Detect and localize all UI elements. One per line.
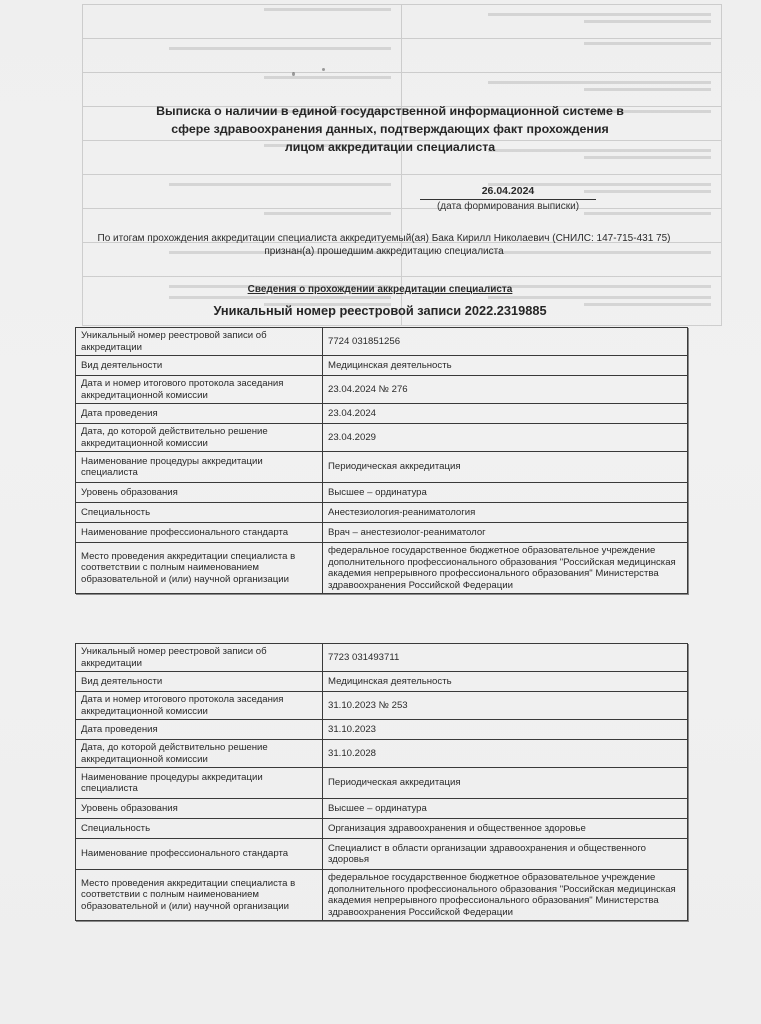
row-value: 23.04.2024 xyxy=(323,404,688,424)
table-row xyxy=(76,720,688,740)
row-label: Вид деятельности xyxy=(76,356,323,376)
row-label: Место проведения аккредитации специалиста в соответствии с полным наименованием образовательной и (или) научной организации xyxy=(76,543,323,594)
row-label: Уникальный номер реестровой записи об аккредитации xyxy=(76,328,323,356)
row-value: 31.10.2023 xyxy=(323,720,688,740)
row-label: Место проведения аккредитации специалиста в соответствии с полным наименованием образовательной и (или) научной организации xyxy=(76,870,323,921)
table-row xyxy=(76,328,688,356)
row-value: Высшее – ординатура xyxy=(323,483,688,503)
row-label: Дата, до которой действительно решение аккредитационной комиссии xyxy=(76,740,323,768)
row-label: Дата и номер итогового протокола заседания аккредитационной комиссии xyxy=(76,376,323,404)
row-value: 31.10.2028 xyxy=(323,740,688,768)
intro-text: По итогам прохождения аккредитации специалиста аккредитуемый(ая) Бака Кирилл Николаевич (СНИЛС: 147-715-431 75) признан(а) прошедшим аккредитацию специалиста xyxy=(97,233,671,257)
formation-date-block xyxy=(420,185,596,213)
formation-date-caption: (дата формирования выписки) xyxy=(436,201,580,212)
document-title: Выписка о наличии в единой государственной информационной системе в сфере здравоохранения данных, подтверждающих факт прохождения лицом аккредитации специалиста xyxy=(156,104,624,154)
scan-speck xyxy=(292,72,295,76)
accreditation-record-table-2 xyxy=(75,643,688,921)
row-label: Дата проведения xyxy=(76,720,323,740)
row-value: Высшее – ординатура xyxy=(323,799,688,819)
formation-date: 26.04.2024 xyxy=(481,185,535,197)
row-value: Анестезиология-реаниматология xyxy=(323,503,688,523)
row-label: Специальность xyxy=(76,819,323,839)
table-row xyxy=(76,672,688,692)
bleed-through-ghost-table xyxy=(82,4,722,326)
table-row xyxy=(76,692,688,720)
table-row xyxy=(76,483,688,503)
table-row xyxy=(76,543,688,594)
table-row xyxy=(76,740,688,768)
row-label: Наименование процедуры аккредитации специалиста xyxy=(76,452,323,483)
table-row xyxy=(76,819,688,839)
row-label: Наименование процедуры аккредитации специалиста xyxy=(76,768,323,799)
table-row xyxy=(76,799,688,819)
table-row xyxy=(76,768,688,799)
table-row xyxy=(76,503,688,523)
row-value: Врач – анестезиолог-реаниматолог xyxy=(323,523,688,543)
table-row xyxy=(76,376,688,404)
row-label: Уровень образования xyxy=(76,799,323,819)
row-value: 7723 031493711 xyxy=(323,644,688,672)
table-row xyxy=(76,452,688,483)
row-label: Вид деятельности xyxy=(76,672,323,692)
row-value: 31.10.2023 № 253 xyxy=(323,692,688,720)
row-value: Медицинская деятельность xyxy=(323,672,688,692)
row-label: Дата и номер итогового протокола заседания аккредитационной комиссии xyxy=(76,692,323,720)
table-row xyxy=(76,424,688,452)
section-heading: Сведения о прохождении аккредитации специалиста xyxy=(247,284,513,295)
table-row xyxy=(76,404,688,424)
row-label: Уникальный номер реестровой записи об аккредитации xyxy=(76,644,323,672)
table-row xyxy=(76,356,688,376)
table-row xyxy=(76,870,688,921)
row-label: Наименование профессионального стандарта xyxy=(76,839,323,870)
table-row xyxy=(76,839,688,870)
row-value: 7724 031851256 xyxy=(323,328,688,356)
row-value: Периодическая аккредитация xyxy=(323,452,688,483)
row-value: Периодическая аккредитация xyxy=(323,768,688,799)
row-label: Дата проведения xyxy=(76,404,323,424)
accreditation-record-table-1 xyxy=(75,327,688,594)
row-label: Специальность xyxy=(76,503,323,523)
scan-speck xyxy=(322,68,325,71)
row-value: 23.04.2024 № 276 xyxy=(323,376,688,404)
row-value: федеральное государственное бюджетное образовательное учреждение дополнительного профессионального образования "Российская медицинская академия непрерывного профессионального образования" Министерства здравоохранения Российской Федерации xyxy=(323,543,688,594)
registry-number-heading: Уникальный номер реестровой записи 2022.2319885 xyxy=(213,303,547,318)
row-label: Дата, до которой действительно решение аккредитационной комиссии xyxy=(76,424,323,452)
row-label: Наименование профессионального стандарта xyxy=(76,523,323,543)
row-value: Специалист в области организации здравоохранения и общественного здоровья xyxy=(323,839,688,870)
table-row xyxy=(76,523,688,543)
row-value: Медицинская деятельность xyxy=(323,356,688,376)
row-value: федеральное государственное бюджетное образовательное учреждение дополнительного профессионального образования "Российская медицинская академия непрерывного профессионального образования" Министерства здравоохранения Российской Федерации xyxy=(323,870,688,921)
row-label: Уровень образования xyxy=(76,483,323,503)
row-value: 23.04.2029 xyxy=(323,424,688,452)
table-row xyxy=(76,644,688,672)
row-value: Организация здравоохранения и общественное здоровье xyxy=(323,819,688,839)
